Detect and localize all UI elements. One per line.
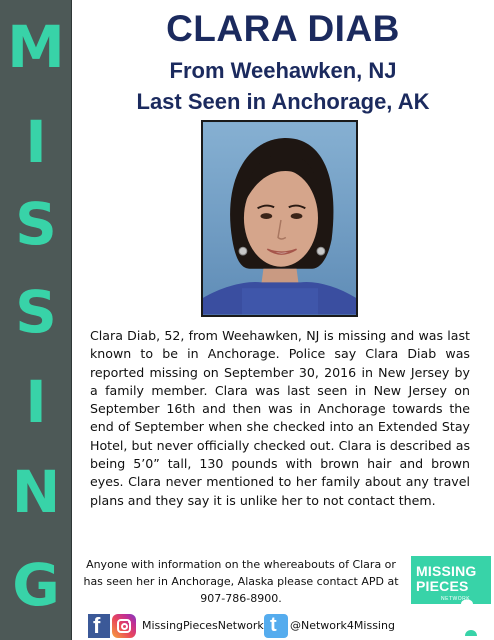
- twitter-icon[interactable]: t: [264, 614, 288, 638]
- case-description: Clara Diab, 52, from Weehawken, NJ is missing and was last known to be in Anchorage. Police say Clara Diab was reported missing on September 30, 2016 in New Jersey by a family member. Clara was last seen in New Jersey on September 16th and then was in Anchorage towards the end of September when she checked into an Extended Stay Hotel, but never officially checked out. Clara is described as being 5’0” tall, 130 pounds with brown hair and brown eyes. Clara never mentioned to her family about any travel plans and they say it is unlike her to not contact them.: [90, 328, 470, 508]
- logo-text-line3: NETWORK: [441, 596, 471, 602]
- contact-information: Anyone with information on the whereabouts of Clara or has seen her in Anchorage, Alaska please contact APD at 907-786-8900.: [83, 558, 399, 605]
- logo-text-line1: MISSING: [416, 563, 477, 579]
- logo-text-line2: PIECES: [416, 578, 469, 594]
- sidebar-letter: S: [15, 190, 57, 258]
- missing-sidebar: [0, 0, 72, 640]
- social-handle[interactable]: MissingPiecesNetwork: [142, 619, 264, 632]
- sidebar-letter: I: [25, 368, 47, 436]
- sidebar-letter: M: [7, 13, 65, 81]
- twitter-handle[interactable]: @Network4Missing: [290, 619, 395, 632]
- hometown-line: From Weehawken, NJ: [169, 58, 397, 83]
- facebook-icon[interactable]: f: [88, 614, 110, 638]
- portrait-illustration: [203, 122, 356, 315]
- missing-person-name: CLARA DIAB: [166, 8, 400, 49]
- instagram-icon[interactable]: [112, 614, 136, 638]
- sidebar-letter: G: [12, 551, 60, 619]
- sidebar-letter: S: [15, 278, 57, 346]
- portrait-photo: [201, 120, 358, 317]
- sidebar-letter: I: [25, 108, 47, 176]
- last-seen-line: Last Seen in Anchorage, AK: [136, 89, 430, 114]
- sidebar-letter: N: [11, 458, 61, 526]
- missing-pieces-network-logo: [411, 556, 491, 636]
